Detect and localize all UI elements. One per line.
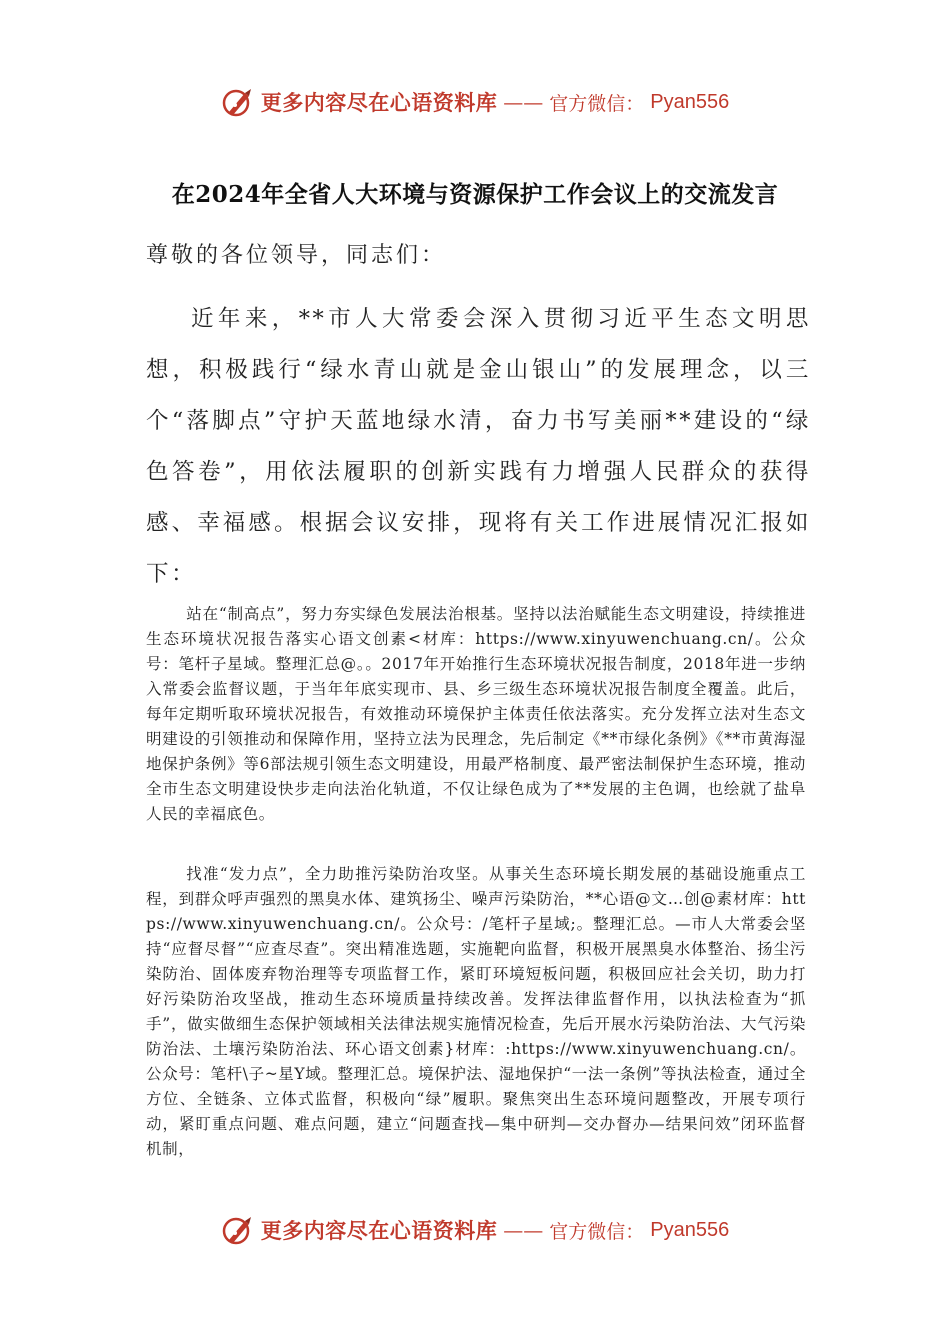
banner-main-text: 更多内容尽在心语资料库 [260, 90, 498, 115]
header-banner [0, 82, 950, 122]
pen-nib-logo-icon [221, 85, 255, 119]
body-paragraph-2: 找准“发力点”，全力助推污染防治攻坚。从事关生态环境长期发展的基础设施重点工程，到群众呼声强烈的黑臭水体、建筑扬尘、噪声污染防治，**心语@文…创@素材库：https://www.xinyuwenchuang.cn/。公众号：/笔杆子星域;。整理汇总。—市人大常委会坚持“应督尽督”“应查尽查”。突出精准选题，实施靶向监督，积极开展黑臭水体整治、扬尘污染防治、固体废弃物治理等专项监督工作，紧盯环境短板问题，积极回应社会关切，助力打好污染防治攻坚战，推动生态环境质量持续改善。发挥法律监督作用，以执法检查为“抓手”，做实做细生态保护领域相关法律法规实施情况检查，先后开展水污染防治法、大气污染防治法、土壤污染防治法、环心语文创素}材库：:https://www.xinyuwenchuang.cn/。公众号：笔杆\子~星Y域。整理汇总。境保护法、湿地保护“一法一条例”等执法检查，通过全方位、全链条、立体式监督，积极向“绿”履职。聚焦突出生态环境问题整改，开展专项行动，紧盯重点问题、难点问题，建立“问题查找—集中研判—交办督办—结果问效”闭环监督机制， [146, 865, 806, 1158]
banner-wechat-label: 官方微信： [549, 1220, 645, 1243]
salutation: 尊敬的各位领导，同志们： [146, 243, 447, 268]
banner-wechat-id: Pyan556 [650, 90, 730, 113]
banner-wechat-id: Pyan556 [650, 1218, 730, 1241]
intro-paragraph: 近年来，**市人大常委会深入贯彻习近平生态文明思想，积极践行“绿水青山就是金山银山”的发展理念，以三个“落脚点”守护天蓝地绿水清，奋力书写美丽**建设的“绿色答卷”，用依法履职的创新实践有力增强人民群众的获得感、幸福感。根据会议安排，现将有关工作进展情况汇报如下： [146, 306, 811, 587]
body-paragraph-1: 站在“制高点”，努力夯实绿色发展法治根基。坚持以法治赋能生态文明建设，持续推进生态环境状况报告落实心语文创素<材库：https://www.xinyuwenchuang.cn/。公众号：笔杆子星域。整理汇总@。。2017年开始推行生态环境状况报告制度，2018年进一步纳入常委会监督议题，于当年年底实现市、县、乡三级生态环境状况报告制度全覆盖。此后，每年定期听取环境状况报告，有效推动环境保护主体责任依法落实。充分发挥立法对生态文明建设的引领推动和保障作用，坚持立法为民理念，先后制定《**市绿化条例》《**市黄海湿地保护条例》等6部法规引领生态文明建设，用最严格制度、最严密法制保护生态环境，推动全市生态文明建设快步走向法治化轨道，不仅让绿色成为了**发展的主色调，也绘就了盐阜人民的幸福底色。 [146, 605, 806, 823]
banner-main-text: 更多内容尽在心语资料库 [260, 1218, 498, 1243]
footer-banner [0, 1210, 950, 1250]
banner-wechat-label: 官方微信： [549, 92, 645, 115]
banner-separator: —— [503, 1218, 544, 1242]
pen-nib-logo-icon [221, 1213, 255, 1247]
banner-separator: —— [503, 90, 544, 114]
document-title: 在2024年全省人大环境与资源保护工作会议上的交流发言 [171, 181, 779, 208]
